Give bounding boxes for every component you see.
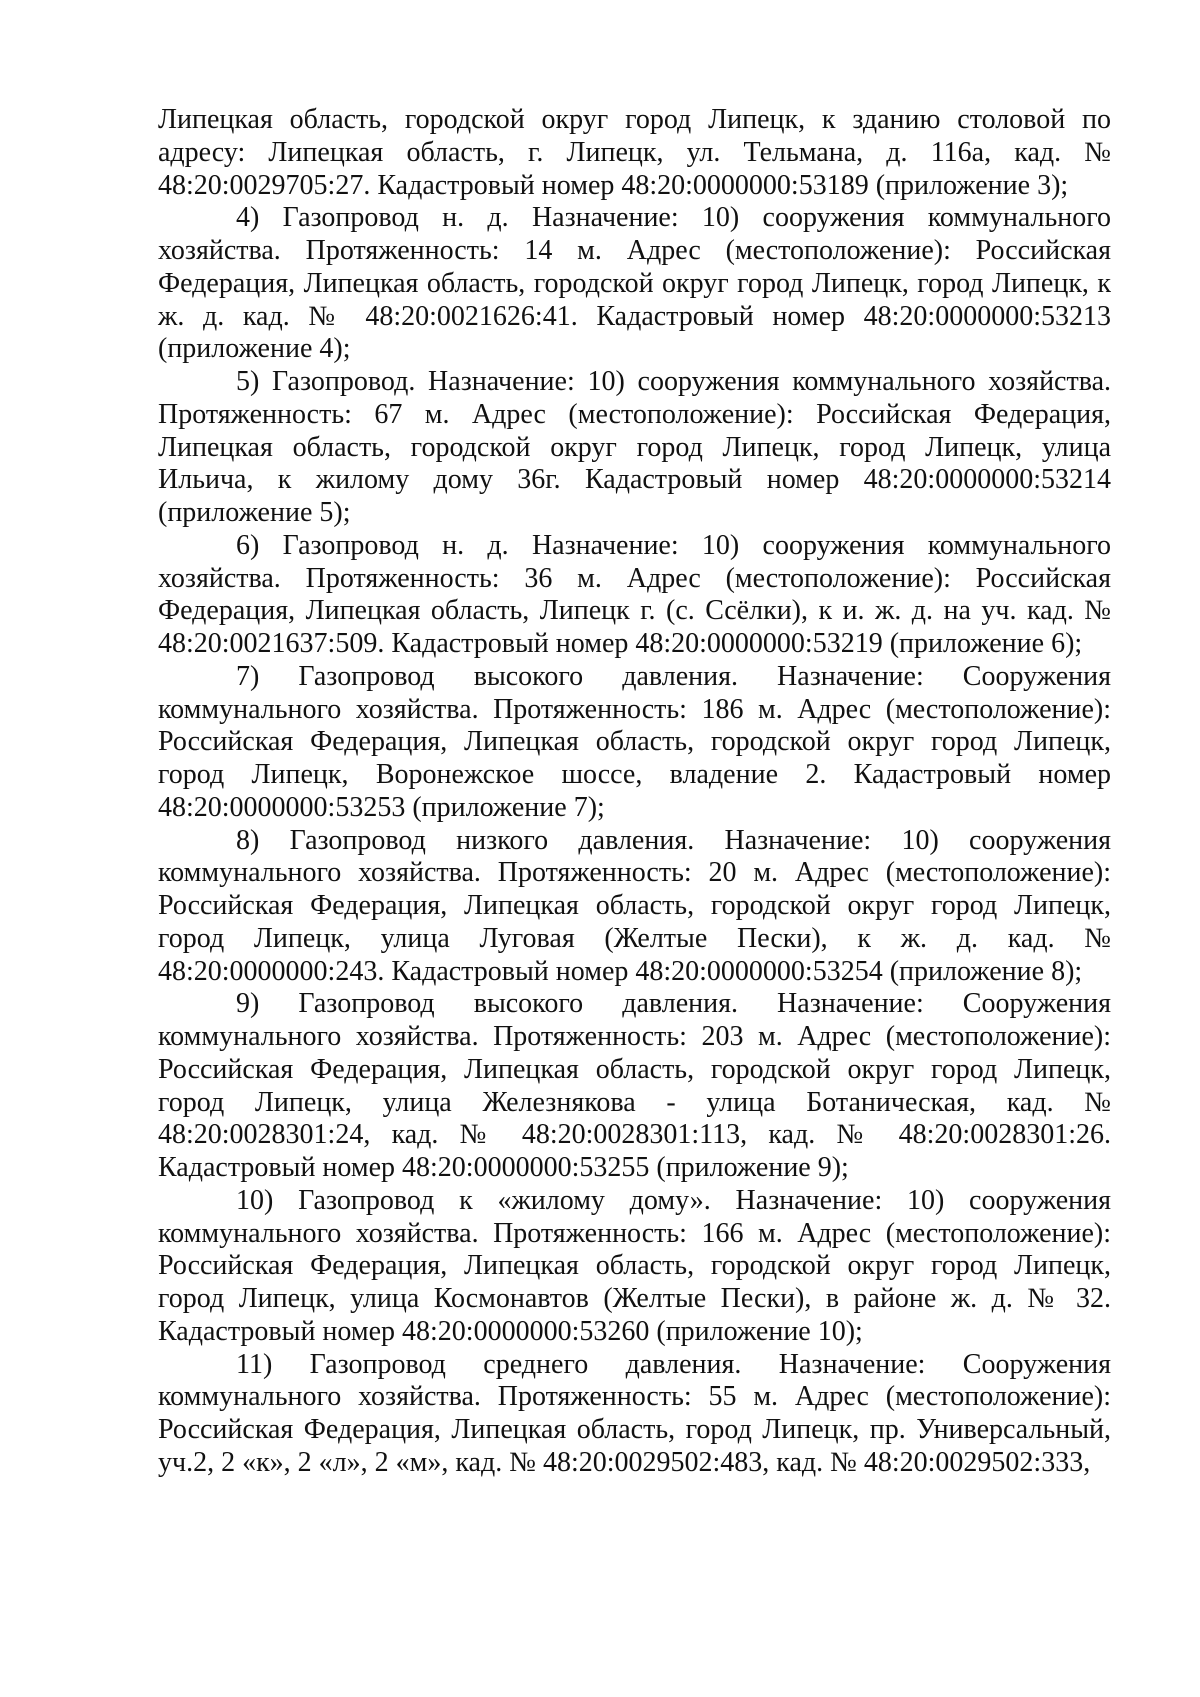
paragraph-continuation: Липецкая область, городской округ город Липецк, к зданию столовой по адресу: Липецкая область, г. Липецк, ул. Тельмана, д. 116а, кад. № 48:20:0029705:27. Кадастровый номер 48:20:0000000:53189 (приложение 3); (158, 104, 1111, 201)
list-item-6: 6) Газопровод н. д. Назначение: 10) сооружения коммунального хозяйства. Протяженность: 36 м. Адрес (местоположение): Российская Федерация, Липецкая область, Липецк г. (с. Ссёлки), к и. ж. д. на уч. кад. № 48:20:0021637:509. Кадастровый номер 48:20:0000000:53219 (приложение 6); (158, 529, 1111, 659)
list-item-11: 11) Газопровод среднего давления. Назначение: Сооружения коммунального хозяйства. Протяженность: 55 м. Адрес (местоположение): Российская Федерация, Липецкая область, город Липецк, пр. Универсальный, уч.2, 2 «к», 2 «л», 2 «м», кад. № 48:20:0029502:483, кад. № 48:20:0029502:333, (158, 1348, 1111, 1478)
list-item-9: 9) Газопровод высокого давления. Назначение: Сооружения коммунального хозяйства. Протяженность: 203 м. Адрес (местоположение): Российская Федерация, Липецкая область, городской округ город Липецк, город Липецк, улица Железнякова - улица Ботаническая, кад. № 48:20:0028301:24, кад. № 48:20:0028301:113, кад. № 48:20:0028301:26. Кадастровый номер 48:20:0000000:53255 (приложение 9); (158, 988, 1111, 1183)
list-item-4: 4) Газопровод н. д. Назначение: 10) сооружения коммунального хозяйства. Протяженность: 14 м. Адрес (местоположение): Российская Федерация, Липецкая область, городской округ город Липецк, город Липецк, к ж. д. кад. № 48:20:0021626:41. Кадастровый номер 48:20:0000000:53213 (приложение 4); (158, 202, 1111, 365)
list-item-5: 5) Газопровод. Назначение: 10) сооружения коммунального хозяйства. Протяженность: 67 м. Адрес (местоположение): Российская Федерация, Липецкая область, городской округ город Липецк, город Липецк, улица Ильича, к жилому дому 36г. Кадастровый номер 48:20:0000000:53214 (приложение 5); (158, 366, 1111, 528)
list-item-8: 8) Газопровод низкого давления. Назначение: 10) сооружения коммунального хозяйства. Протяженность: 20 м. Адрес (местоположение): Российская Федерация, Липецкая область, городской округ город Липецк, город Липецк, улица Луговая (Желтые Пески), к ж. д. кад. № 48:20:0000000:243. Кадастровый номер 48:20:0000000:53254 (приложение 8); (158, 824, 1111, 987)
list-item-10: 10) Газопровод к «жилому дому». Назначение: 10) сооружения коммунального хозяйства. Протяженность: 166 м. Адрес (местоположение): Российская Федерация, Липецкая область, городской округ город Липецк, город Липецк, улица Космонавтов (Желтые Пески), в районе ж. д. № 32. Кадастровый номер 48:20:0000000:53260 (приложение 10); (158, 1184, 1111, 1347)
list-item-7: 7) Газопровод высокого давления. Назначение: Сооружения коммунального хозяйства. Протяженность: 186 м. Адрес (местоположение): Российская Федерация, Липецкая область, городской округ город Липецк, город Липецк, Воронежское шоссе, владение 2. Кадастровый номер 48:20:0000000:53253 (приложение 7); (158, 660, 1111, 823)
document-body (158, 104, 1111, 1480)
